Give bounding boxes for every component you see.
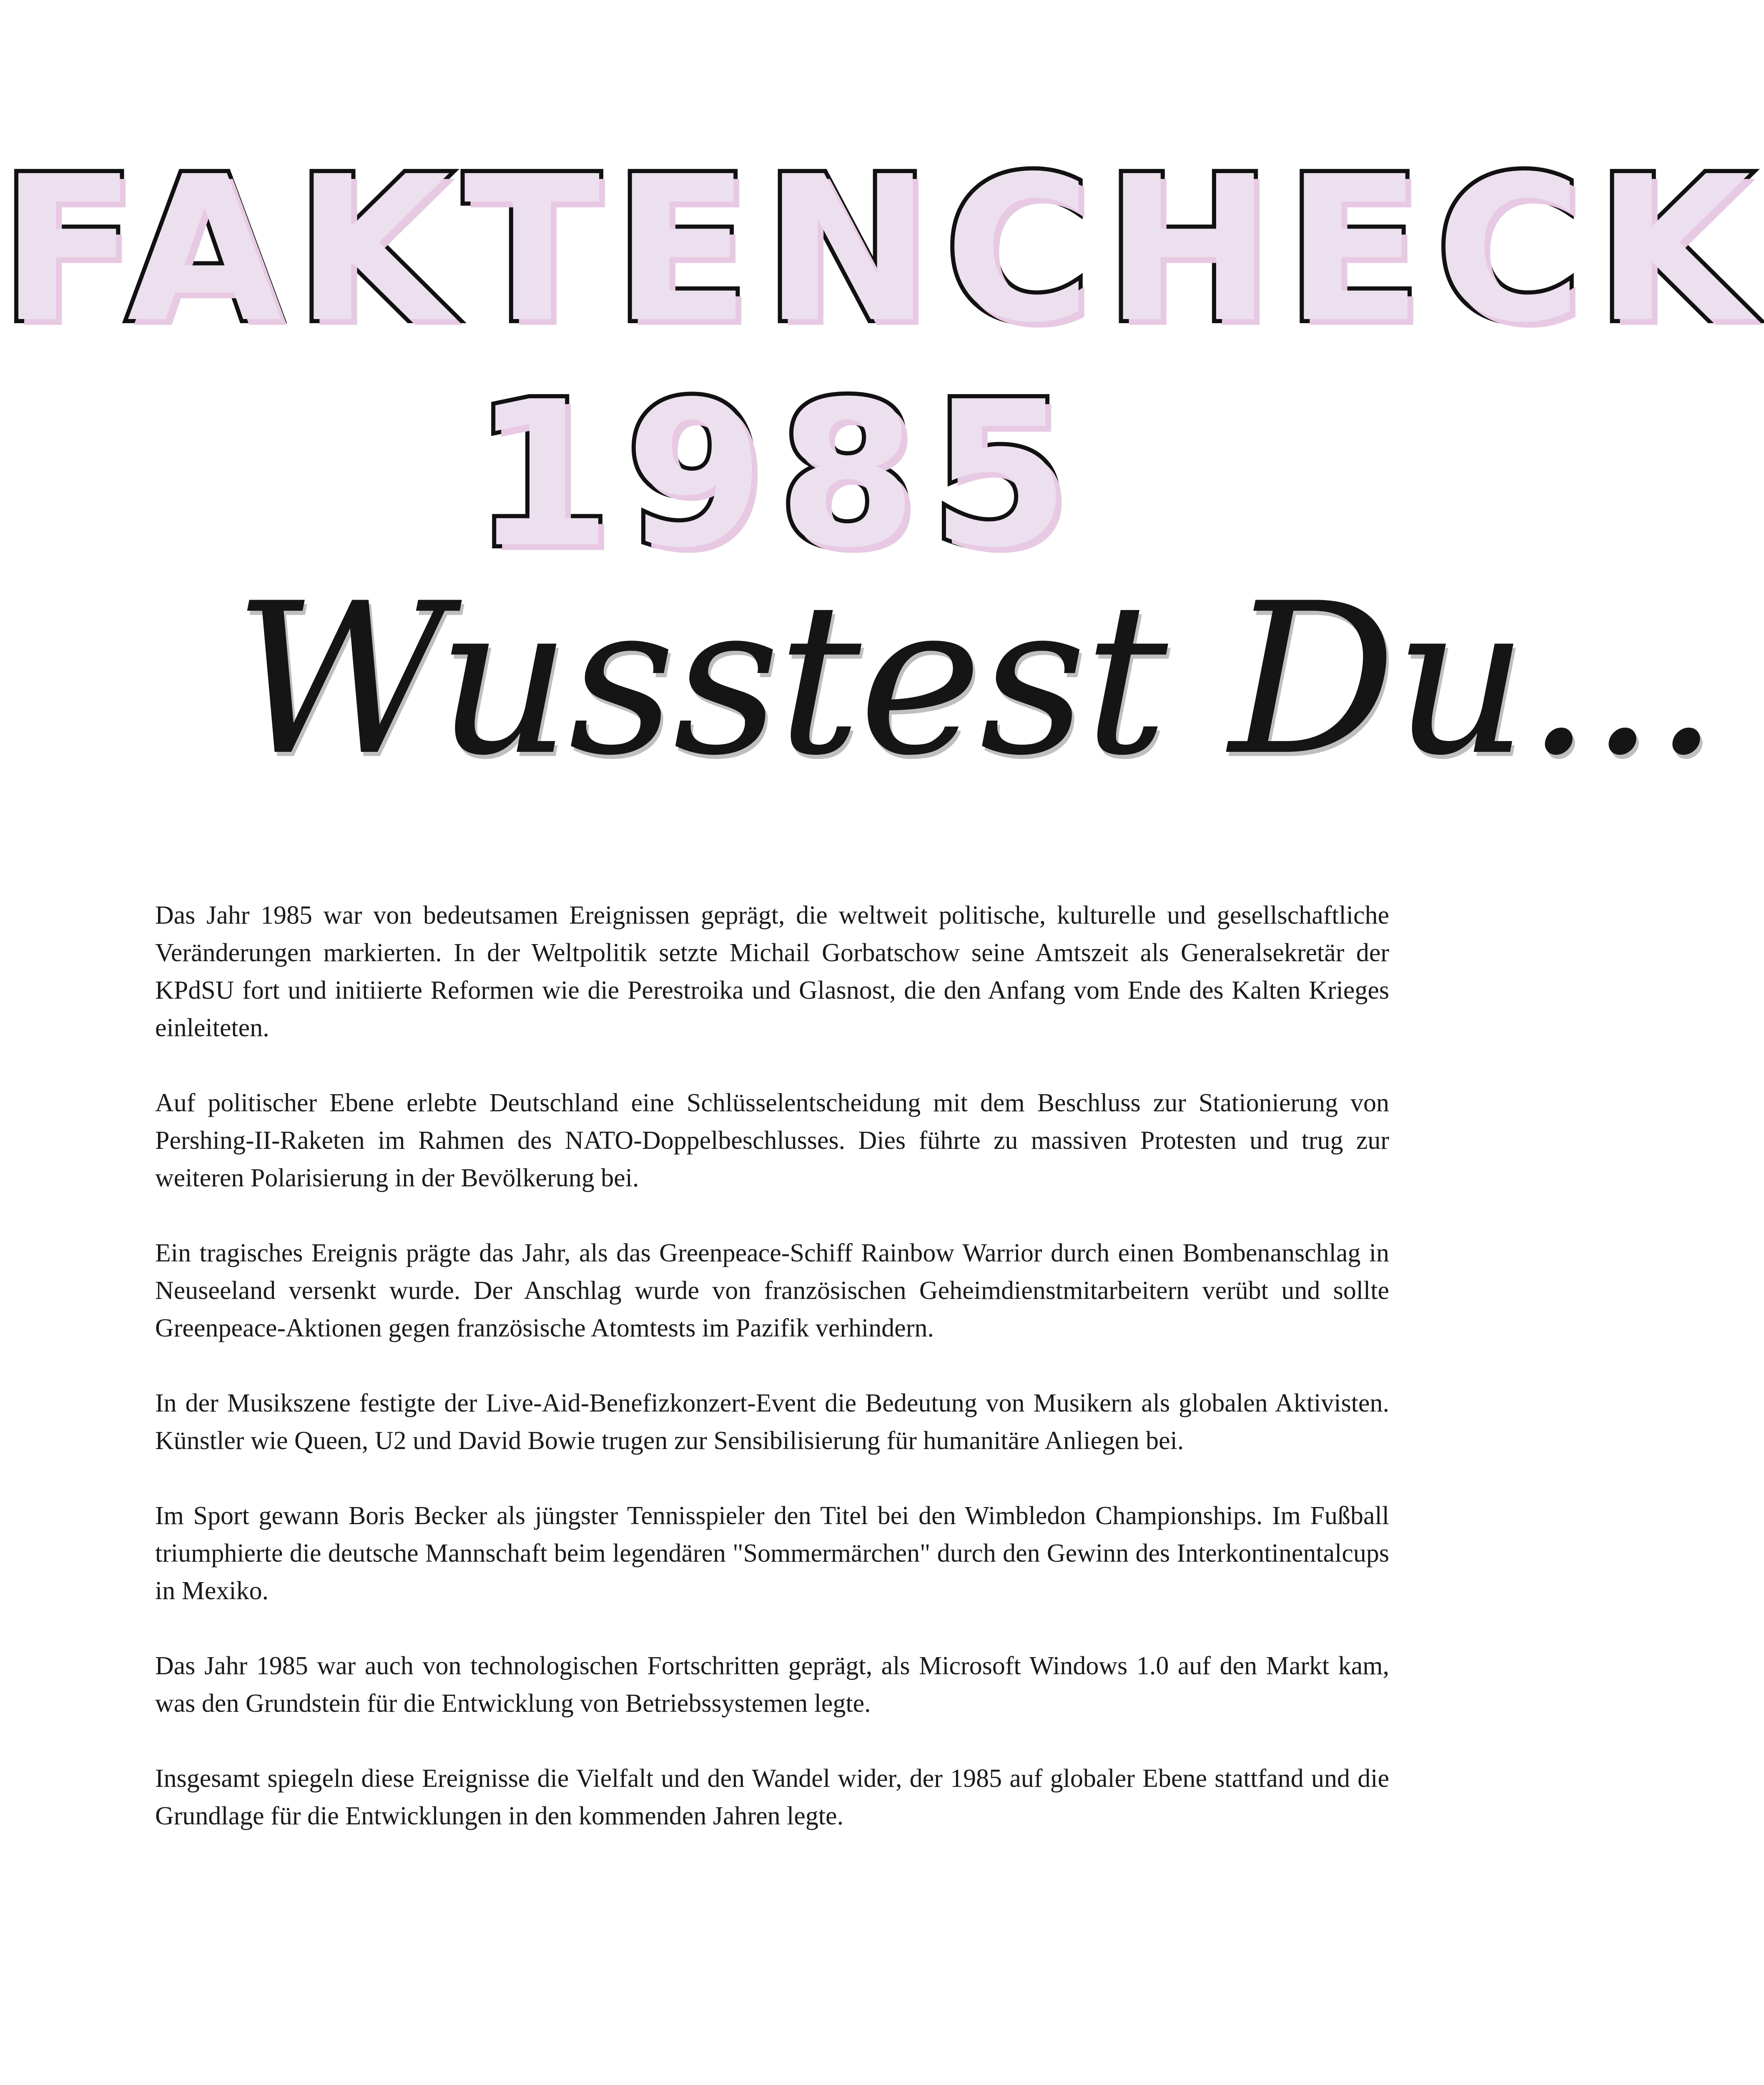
paragraph-summary: Insgesamt spiegeln diese Ereignisse die Vielfalt und den Wandel wider, der 1985 auf globaler Ebene stattfand und die Grundlage für die Entwicklungen in den kommenden Jahren legte.	[155, 1764, 1389, 1830]
paragraph-windows: Das Jahr 1985 war auch von technologischen Fortschritten geprägt, als Microsoft Windows 1.0 auf den Markt kam, was den Grundstein für die Entwicklung von Betriebssystemen legte.	[155, 1652, 1389, 1718]
paragraph-sport: Im Sport gewann Boris Becker als jüngster Tennisspieler den Titel bei den Wimbledon Championships. Im Fußball triumphierte die deutsche Mannschaft beim legendären "Sommermärchen" durch den Gewinn des Interkontinentalcups in Mexiko.	[155, 1502, 1389, 1605]
article-body	[155, 897, 1389, 1872]
paragraph-rainbow-warrior: Ein tragisches Ereignis prägte das Jahr, als das Greenpeace-Schiff Rainbow Warrior durch einen Bombenanschlag in Neuseeland versenkt wurde. Der Anschlag wurde von französischen Geheimdienstmitarbeitern verübt und sollte Greenpeace-Aktionen gegen französische Atomtests im Pazifik verhindern.	[155, 1239, 1389, 1342]
paragraph-gorbatschow: Das Jahr 1985 war von bedeutsamen Ereignissen geprägt, die weltweit politische, kulturelle und gesellschaftliche Veränderungen markierten. In der Weltpolitik setzte Michail Gorbatschow seine Amtszeit als Generalsekretär der KPdSU fort und initiierte Reformen wie die Perestroika und Glasnost, die den Anfang vom Ende des Kalten Krieges einleiteten.	[155, 901, 1389, 1042]
page-title-line-2: 1985	[473, 359, 1083, 592]
paragraph-live-aid: In der Musikszene festigte der Live-Aid-Benefizkonzert-Event die Bedeutung von Musikern als globalen Aktivisten. Künstler wie Queen, U2 und David Bowie trugen zur Sensibilisierung für humanitäre Anliegen bei.	[155, 1389, 1389, 1455]
page-title-line-1: FAKTENCHECK	[0, 133, 1764, 367]
paragraph-pershing: Auf politischer Ebene erlebte Deutschland eine Schlüsselentscheidung mit dem Beschluss zur Stationierung von Pershing-II-Raketen im Rahmen des NATO-Doppelbeschlusses. Dies führte zu massiven Protesten und trug zur weiteren Polarisierung in der Bevölkerung bei.	[155, 1089, 1389, 1192]
script-subtitle: Wusstest Du...	[233, 558, 1717, 801]
